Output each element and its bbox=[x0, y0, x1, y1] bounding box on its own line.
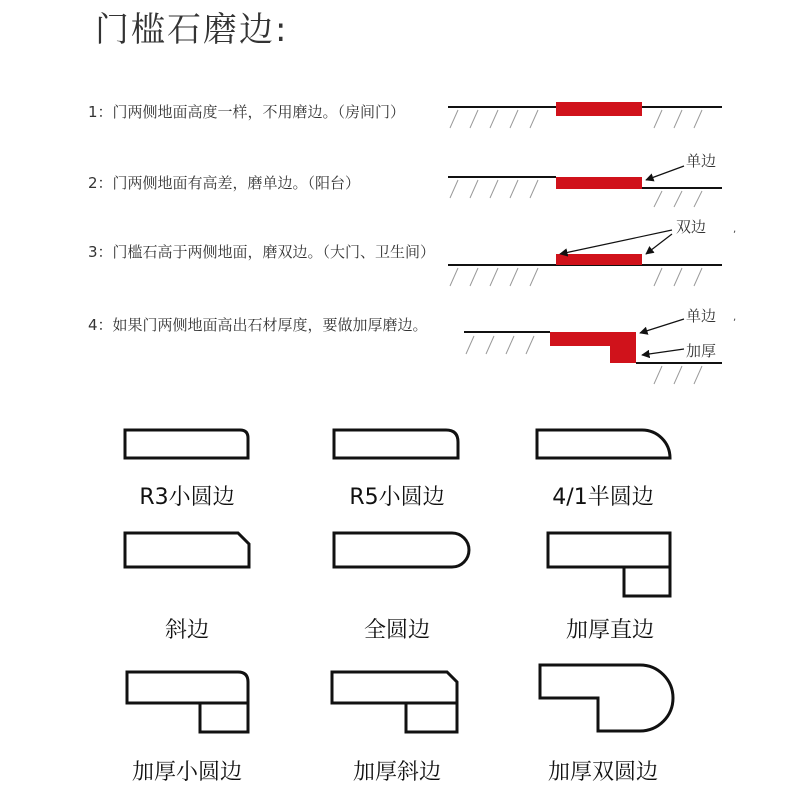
profile-shape-thickened-straight bbox=[548, 533, 670, 596]
callout-arrow-thick bbox=[642, 349, 684, 355]
profile-label-r5-round: R5小圆边 bbox=[349, 485, 445, 510]
threshold-stone bbox=[556, 254, 642, 265]
case-2-diagram bbox=[448, 166, 722, 207]
profile-shape-r3-round bbox=[125, 430, 248, 458]
case-3-stray-mark: , bbox=[733, 224, 737, 235]
callout-arrow-top bbox=[640, 319, 684, 333]
profile-shape-quarter-round bbox=[537, 430, 670, 458]
callout-arrow-left bbox=[560, 230, 672, 254]
case-4-diagram bbox=[464, 312, 736, 384]
case-4-stray-mark: , bbox=[733, 312, 737, 323]
profile-shape-thickened-double-round bbox=[540, 665, 673, 731]
case-4-text: 4：如果门两侧地面高出石材厚度，要做加厚磨边。 bbox=[88, 316, 428, 334]
profile-label-full-round: 全圆边 bbox=[363, 618, 430, 643]
case-3-callout-double-edge: 双边 bbox=[676, 218, 707, 236]
case-1-text: 1：门两侧地面高度一样，不用磨边。（房间门） bbox=[88, 103, 406, 121]
profile-label-quarter-round: 4/1半圆边 bbox=[552, 485, 654, 510]
case-3-diagram bbox=[448, 224, 736, 286]
ground-hatch bbox=[450, 268, 702, 286]
profile-label-thickened-straight: 加厚直边 bbox=[565, 618, 654, 643]
callout-arrow bbox=[646, 166, 684, 180]
case-4-callout-thickened: 加厚 bbox=[686, 342, 717, 360]
thickened-threshold-stone bbox=[550, 332, 636, 363]
profile-shape-full-round bbox=[334, 533, 469, 567]
profile-label-r3-round: R3小圆边 bbox=[139, 485, 235, 510]
case-4-callout-single-edge: 单边 bbox=[686, 307, 717, 325]
threshold-stone bbox=[556, 177, 642, 189]
page-title: 门槛石磨边: bbox=[95, 10, 289, 50]
profile-label-thickened-double-round: 加厚双圆边 bbox=[547, 760, 658, 785]
threshold-stone bbox=[556, 102, 642, 116]
profile-shape-bevel bbox=[125, 533, 249, 567]
profile-label-thickened-small-round: 加厚小圆边 bbox=[131, 760, 242, 785]
profile-label-thickened-bevel: 加厚斜边 bbox=[352, 760, 441, 785]
case-2-callout-single-edge: 单边 bbox=[686, 152, 717, 170]
case-3-text: 3：门槛石高于两侧地面，磨双边。（大门、卫生间） bbox=[88, 243, 436, 261]
profile-label-bevel: 斜边 bbox=[164, 618, 209, 643]
case-1-diagram bbox=[448, 102, 722, 128]
profile-shape-thickened-small-round bbox=[127, 672, 248, 732]
profile-shape-thickened-bevel bbox=[332, 672, 457, 732]
profile-shape-r5-round bbox=[334, 430, 458, 458]
callout-arrow-right bbox=[646, 234, 672, 254]
case-2-text: 2：门两侧地面有高差，磨单边。（阳台） bbox=[88, 174, 361, 192]
